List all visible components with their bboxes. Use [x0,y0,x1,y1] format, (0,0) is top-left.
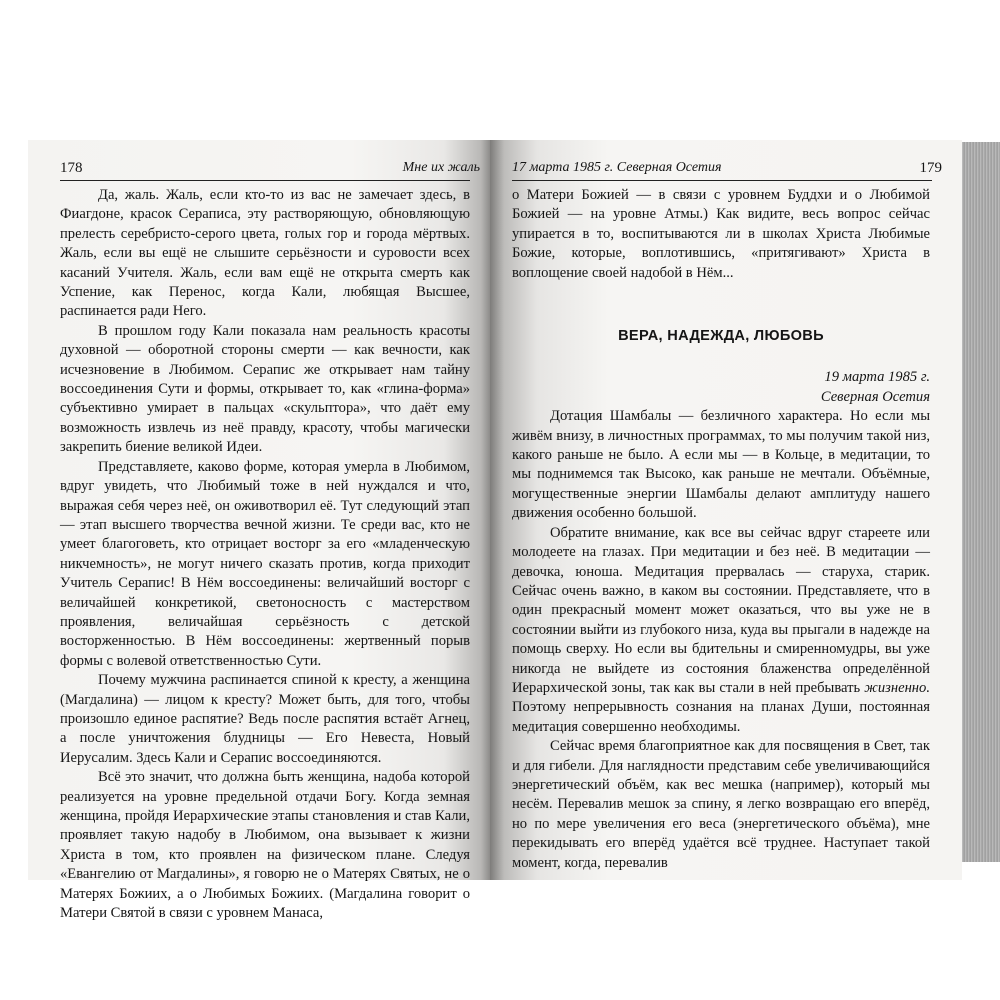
section-heading: ВЕРА, НАДЕЖДА, ЛЮБОВЬ [618,328,824,345]
paragraph: Всё это значит, что должна быть женщина, надоба которой реализуется на уровне предельной отдачи Богу. Когда земная женщина, пройдя Иерархические этапы становления и став Кали, проявляет такую надобу в Любимом, она вызывает к жизни Христа в том, кто проявлен на физическом плане. Следуя «Евангелию от Магдалины», я говорю не о Матерях Святых, не о Матерях Божиих, а о Любимых Божиих. (Магдалина говорит о Матери Святой в связи с уровнем Манаса, [60,769,470,922]
italic-word: жизненно. [864,679,930,696]
section-date: 19 марта 1985 г. [824,369,930,386]
right-header-rule [512,180,932,181]
paragraph: Да, жаль. Жаль, если кто-то из вас не замечает здесь, в Фиагдоне, красок Сераписа, эту растворяющую, обновляющую прелесть серебристо-серого цвета, голых гор и города мёртвых. Жаль, если вы ещё не слышите серьёзности и суровости всех касаний Учителя. Жаль, если вам ещё не открыта смерть как Успение, как Перенос, когда Кали, любящая Высшее, распинается ради Него. [60,187,470,320]
left-page-text [60,186,470,923]
right-running-title: 17 марта 1985 г. Северная Осетия [512,160,722,175]
paragraph [512,524,930,737]
right-page-text [512,186,930,873]
left-header-rule [60,180,470,181]
paragraph: Почему мужчина распинается спиной к кресту, а женщина (Магдалина) — лицом к кресту? Может быть, для того, чтобы произошло единое распятие? Ведь после распятия встаёт Агнец, а после уничтожения блудницы — Его Невеста, Новый Иерусалим. Здесь Кали и Серапис воссоединяются. [60,672,470,766]
paragraph: Дотация Шамбалы — безличного характера. Но если мы живём внизу, в личностных программах, то мы получим такой низ, какого раньше не было. А если мы — в Кольце, в медитации, то мы поднимемся так Высоко, как раньше не мечтали. Объёмные, могущественные энергии Шамбалы делают амплитуду нашего движения особенно большой. [512,408,930,522]
left-running-title: Мне их жаль [402,160,480,175]
paragraph-text: Обратите внимание, как все вы сейчас вдруг стареете или молодеете на глазах. При медитации и без неё. В медитации — девочка, юноша. Медитация прервалась — старуха, старик. Сейчас очень важно, в каком вы состоянии. Представляете, что в один прекрасный момент может оказаться, что вы уже не в состоянии выйти из глубокого низа, куда вы прыгали в надежде на помощь сверху. Но если вы бдительны и смиренномудры, вы уже никогда не выйдете из состояния блаженства определённой Иерархической зоны, так как вы стали в ней пребывать [512,524,930,696]
paragraph: Сейчас время благоприятное как для посвящения в Свет, так и для гибели. Для наглядности представим себе увеличивающийся энергетический объём, как вес мешка (например), который мы несём. Перевалив мешок за спину, я легко возвращаю его вперёд, но по мере увеличения его веса (энергетического объёма), мне перекидывать его вперёд удаётся всё труднее. Наступает такой момент, когда, перевалив [512,738,930,871]
page-edges [962,142,1000,862]
section-place: Северная Осетия [820,388,930,405]
paragraph: Представляете, каково форме, которая умерла в Любимом, вдруг увидеть, что Любимый тоже в ней нуждался и что, выражая себя через неё, он оживотворил её. Тут следующий этап — этап высшего творчества вечной жизни. Те среди вас, кто не умеет благоговеть, кто отрицает восторг за его «младенческую никчемность», не могут ничего сказать против, когда приходит Учитель Серапис! В Нём воссоединены: величайший восторг с величайшей конкретикой, светоносность с мастерством проявления, величайшая серьёзность с детской восторженностью. В Нём воссоединены: жертвенный порыв формы с волевой ответственностью Сути. [60,458,470,669]
right-page-number: 179 [919,160,942,176]
continuation-paragraph: о Матери Божией — в связи с уровнем Буддхи и о Любимой Божией — на уровне Атмы.) Как видите, весь вопрос сейчас упирается в то, воспитываются ли в школах Христа Любимые Божие, которые, воплотившись, «притягивают» Христа в воплощение своей надобой в Нём... [512,187,930,281]
left-page-number: 178 [60,160,83,176]
paragraph-text: Поэтому непрерывность сознания на планах Души, постоянная медитация совершенно необходимы. [512,699,930,735]
paragraph: В прошлом году Кали показала нам реальность красоты духовной — оборотной стороны смерти — как вечности, как исчезновение в Любимом. Серапис же открывает нам тайну воссоединения Сути и формы, открывает то, как «глина-форма» субъективно умирает в пальцах «скульптора», что даёт ему возможность извлечь из неё правду, красоту, чтобы магически закрепить биение великой Идеи. [60,322,470,456]
